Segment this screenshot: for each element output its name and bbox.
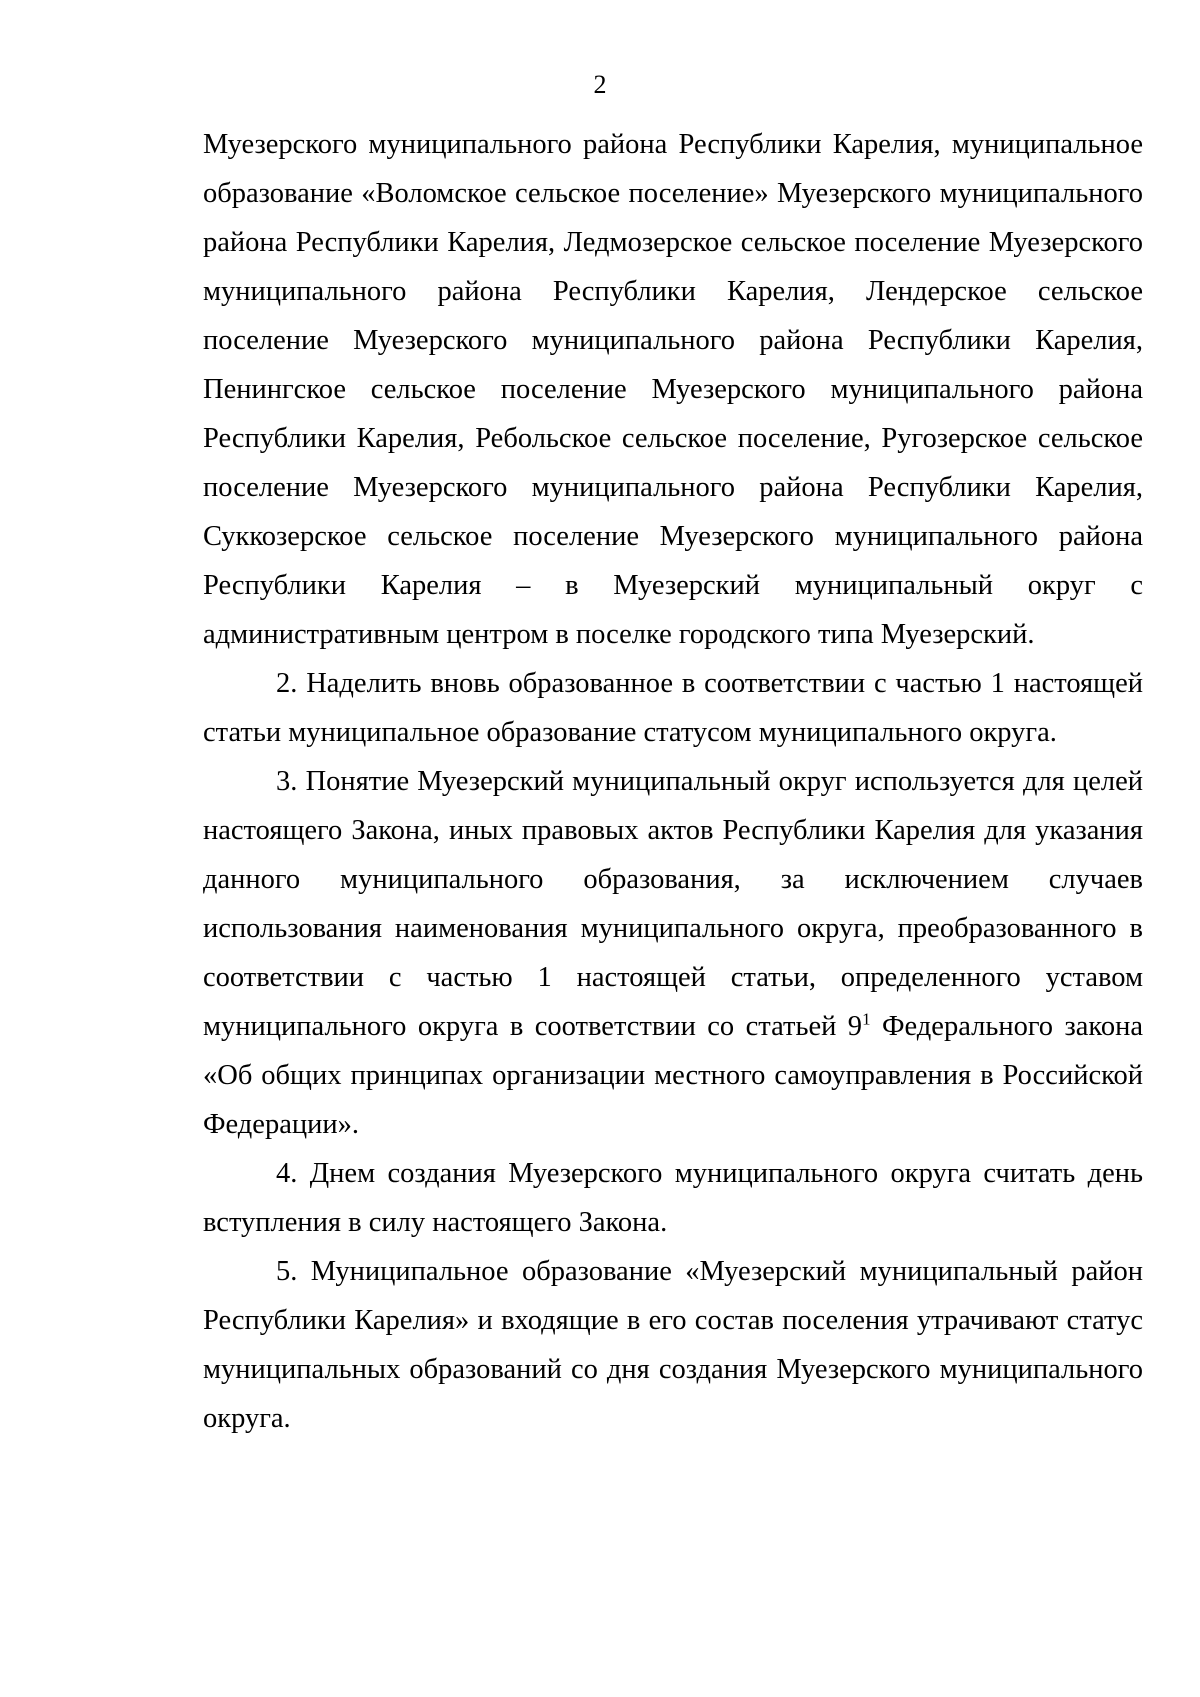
page-number: 2 [593,70,607,99]
paragraph-item-3 [203,757,1143,1149]
paragraph-item-2: 2. Наделить вновь образованное в соответствии с частью 1 настоящей статьи муниципальное образование статусом муниципального округа. [203,668,1143,748]
paragraph-item-4: 4. Днем создания Муезерского муниципального округа считать день вступления в силу настоящего Закона. [203,1158,1143,1238]
paragraph-item-5: 5. Муниципальное образование «Муезерский муниципальный район Республики Карелия» и входящие в его состав поселения утрачивают статус муниципальных образований со дня создания Муезерского муниципального округа. [203,1256,1143,1434]
article-superscript: 1 [862,1009,871,1029]
paragraph-item-3-text-before: 3. Понятие Муезерский муниципальный округ используется для целей настоящего Закона, иных правовых актов Республики Карелия для указания данного муниципального образования, за исключением случаев использования наименования муниципального округа, преобразованного в соответствии с частью 1 настоящей статьи, определенного уставом муниципального округа в соответствии со статьей 9 [203,766,1143,1042]
paragraph-item-3-text-after: Федерального закона «Об общих принципах организации местного самоуправления в Российской Федерации». [203,1011,1143,1140]
paragraph-continuation: Муезерского муниципального района Республики Карелия, муниципальное образование «Воломское сельское поселение» Муезерского муниципального района Республики Карелия, Ледмозерское сельское поселение Муезерского муниципального района Республики Карелия, Лендерское сельское поселение Муезерского муниципального района Республики Карелия, Пенингское сельское поселение Муезерского муниципального района Республики Карелия, Ребольское сельское поселение, Ругозерское сельское поселение Муезерского муниципального района Республики Карелия, Суккозерское сельское поселение Муезерского муниципального района Республики Карелия – в Муезерский муниципальный округ с административным центром в поселке городского типа Муезерский. [203,129,1143,650]
document-body [203,120,1143,1443]
